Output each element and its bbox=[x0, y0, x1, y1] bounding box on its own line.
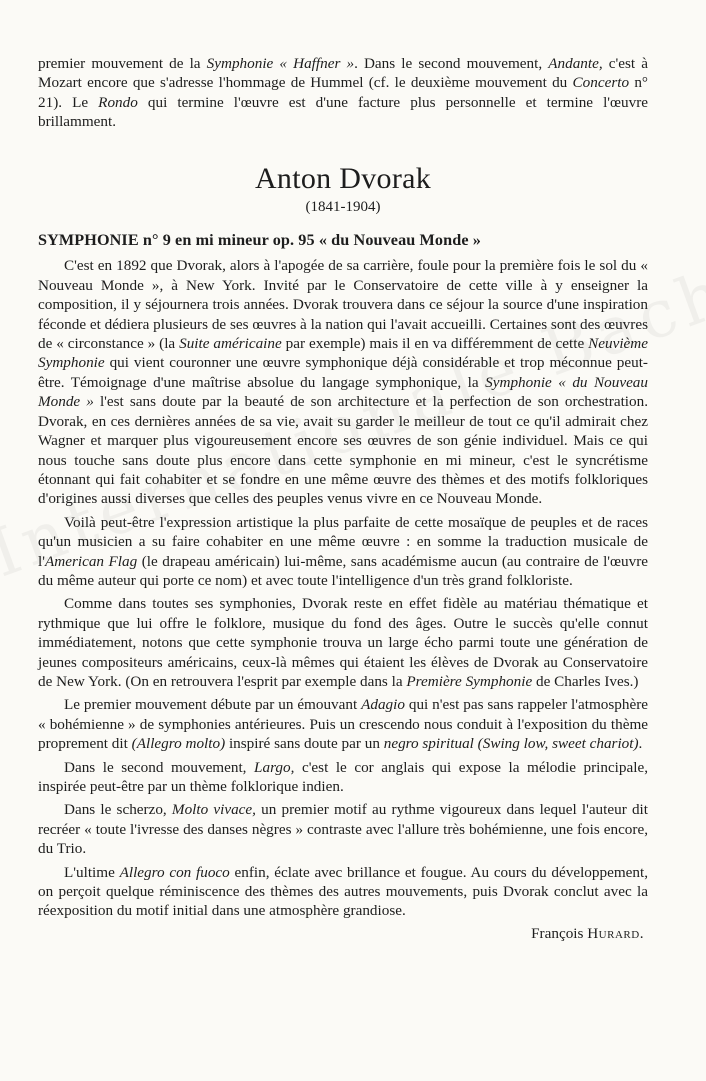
page-body bbox=[38, 54, 648, 943]
composer-dates: (1841-1904) bbox=[305, 198, 381, 215]
paragraph-2: Voilà peut-être l'expression artistique la plus parfaite de cette mosaïque de peuples et de races qu'un musicien a su faire cohabiter en une même œuvre : en somme la traduction musicale de l'American Flag (le drapeau américain) lui-même, sans académisme aucun (au contraire de l'œuvre du même auteur qui porte ce nom) et avec toute l'intelligence d'un très grand folkloriste. bbox=[38, 513, 648, 589]
work-title: SYMPHONIE n° 9 en mi mineur op. 95 « du Nouveau Monde » bbox=[38, 231, 481, 250]
author-signature: François Hurard. bbox=[531, 924, 644, 942]
paragraph-6: Dans le scherzo, Molto vivace, un premier motif au rythme vigoureux dans lequel l'auteur dit recréer « toute l'ivresse des danses nègres » contraste avec l'allure très bohémienne, une fois encore, du Trio. bbox=[38, 801, 648, 858]
paragraph-3: Comme dans toutes ses symphonies, Dvorak reste en effet fidèle au matériau thématique et rythmique que lui offre le folklore, musique du fond des âges. Outre le succès qu'elle connut immédiatement, notons que cette symphonie trouva un large écho parmi toute une génération de jeunes compositeurs américains, ceux-là mêmes qui étaient les élèves de Dvorak au Conservatoire de New York. (On en retrouvera l'esprit par exemple dans la Première Symphonie de Charles Ives.) bbox=[38, 595, 648, 690]
intro-paragraph: premier mouvement de la Symphonie « Haffner ». Dans le second mouvement, Andante, c'est à Mozart encore que s'adresse l'hommage de Hummel (cf. le deuxième mouvement du Concerto n° 21). Le Rondo qui termine l'œuvre est d'une facture plus personnelle et termine l'œuvre brillamment. bbox=[38, 55, 649, 131]
paragraph-5: Dans le second mouvement, Largo, c'est le cor anglais qui expose la mélodie principale, inspirée peut-être par un thème folklorique indien. bbox=[38, 758, 648, 795]
paragraph-7: L'ultime Allegro con fuoco enfin, éclate avec brillance et fougue. Au cours du développement, on perçoit quelque réminiscence des thèmes des autres mouvements, puis Dvorak conclut avec la réexposition du motif initial dans une atmosphère grandiose. bbox=[38, 863, 648, 920]
paragraph-4: Le premier mouvement débute par un émouvant Adagio qui n'est pas sans rappeler l'atmosphère « bohémienne » de symphonies antérieures. Puis un crescendo nous conduit à l'exposition du thème proprement dit (Allegro molto) inspiré sans doute par un negro spiritual (Swing low, sweet chariot). bbox=[38, 696, 648, 753]
paragraph-1: C'est en 1892 que Dvorak, alors à l'apogée de sa carrière, foule pour la première fois le sol du « Nouveau Monde », à New York. Invité par le Conservatoire de cette ville à y enseigner la composition, il y séjournera trois années. Dvorak trouvera dans ce séjour la source d'une inspiration féconde et dédiera plusieurs de ses œuvres à la nation qui l'avait accueilli. Certaines sont des œuvres de « circonstance » (la Suite américaine par exemple) mais il en va différemment de cette Neuvième Symphonie qui vient couronner une œuvre symphonique déjà considérable et trop méconnue peut-être. Témoignage d'une maîtrise absolue du langage symphonique, la Symphonie « du Nouveau Monde » l'est sans doute par la beauté de son architecture et la perfection de son orchestration. Dvorak, en ces dernières années de sa vie, avait su garder le meilleur de tout ce qu'il admirait chez Wagner et marquer plus vigoureusement encore ses œuvres de son génie individuel. Mais ce qui nous touche sans doute plus encore dans cette symphonie en mi mineur, c'est le syncrétisme étonnant qui fait cohabiter et se fondre en une même œuvre des thèmes et des motifs folkloriques d'origines aussi diverses que celles des peuples venus vivre en ce Nouveau Monde. bbox=[38, 257, 648, 508]
composer-name: Anton Dvorak bbox=[254, 161, 432, 195]
